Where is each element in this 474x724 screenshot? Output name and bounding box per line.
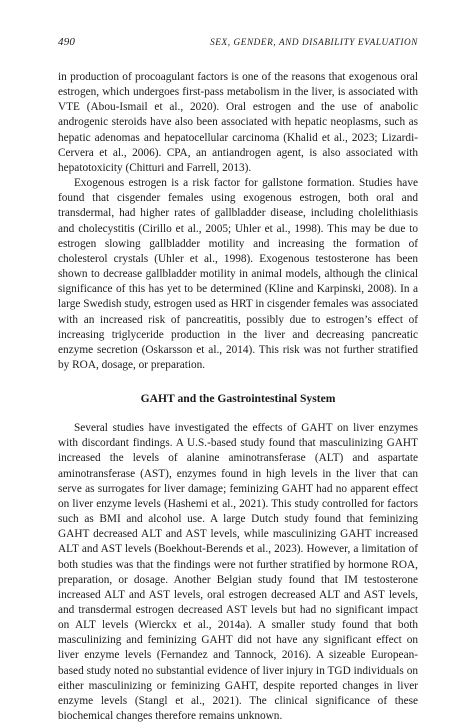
page-number: 490 xyxy=(58,36,76,48)
paragraph-liver-enzymes: Several studies have investigated the effects of GAHT on liver enzymes with discordant findings. A U.S.-based study found that masculinizing GAHT increased the levels of alanine aminotransferase (ALT) and aspartate aminotransferase (AST), enzymes found in high levels in the liver that can serve as surrogates for liver damage; feminizing GAHT had no apparent effect on liver enzyme levels (Hashemi et al., 2021). This study controlled for factors such as BMI and alcohol use. A large Dutch study found that feminizing GAHT decreased ALT and AST levels, while masculinizing GAHT increased ALT and AST levels (Boekhout-Berends et al., 2023). However, a limitation of both studies was that the findings were not further stratified by hormone ROA, preparation, or dosage. Another Belgian study found that IM testosterone increased ALT and AST levels, oral estrogen decreased ALT and AST levels, and transdermal estrogen decreased AST levels but had no significant impact on ALT levels (Wierckx et al., 2014a). A smaller study found that both masculinizing and feminizing GAHT did not have any significant effect on liver enzyme levels (Fernandez and Tannock, 2016). A sizeable European-based study noted no substantial evidence of liver injury in TGD individuals on either masculinizing or feminizing GAHT, despite reported changes in liver enzyme levels (Stangl et al., 2021). The clinical significance of these biochemical changes therefore remains unknown. xyxy=(58,422,418,723)
page-header xyxy=(58,36,418,52)
document-page xyxy=(58,36,418,724)
section-heading: GAHT and the Gastrointestinal System xyxy=(140,392,336,406)
paragraph-gallstone: Exogenous estrogen is a risk factor for gallstone formation. Studies have found that cisgender females using exogenous estrogen, both oral and transdermal, had higher rates of gallbladder disease, including cholelithiasis and cholecystitis (Cirillo et al., 2005; Uhler et al., 1998). This may be due to estrogen slowing gallbladder motility and increasing the formation of cholesterol crystals (Uhler et al., 1998). Exogenous testosterone has been shown to decrease gallbladder motility in animal models, although the clinical significance of this has yet to be determined (Kline and Karpinski, 2008). In a large Swedish study, estrogen used as HRT in cisgender females was associated with an increased risk of pancreatitis, possibly due to estrogen’s effect of increasing triglyceride production in the liver and decreasing pancreatic enzyme secretion (Oskarsson et al., 2014). This risk was not further stratified by ROA, dosage, or preparation. xyxy=(58,177,418,371)
running-title: SEX, GENDER, AND DISABILITY EVALUATION xyxy=(210,37,418,47)
paragraph-continuation: in production of procoagulant factors is one of the reasons that exogenous oral estrogen, which undergoes first-pass metabolism in the liver, is associated with VTE (Abou-Ismail et al., 2020). Oral estrogen and the use of anabolic androgenic steroids have also been associated with hepatic neoplasms, such as hepatic adenomas and hepatocellular carcinoma (Khalid et al., 2023; Lizardi-Cervera et al., 2006). CPA, an antiandrogen agent, is also associated with hepatotoxicity (Chitturi and Farrell, 2013). xyxy=(58,71,418,174)
